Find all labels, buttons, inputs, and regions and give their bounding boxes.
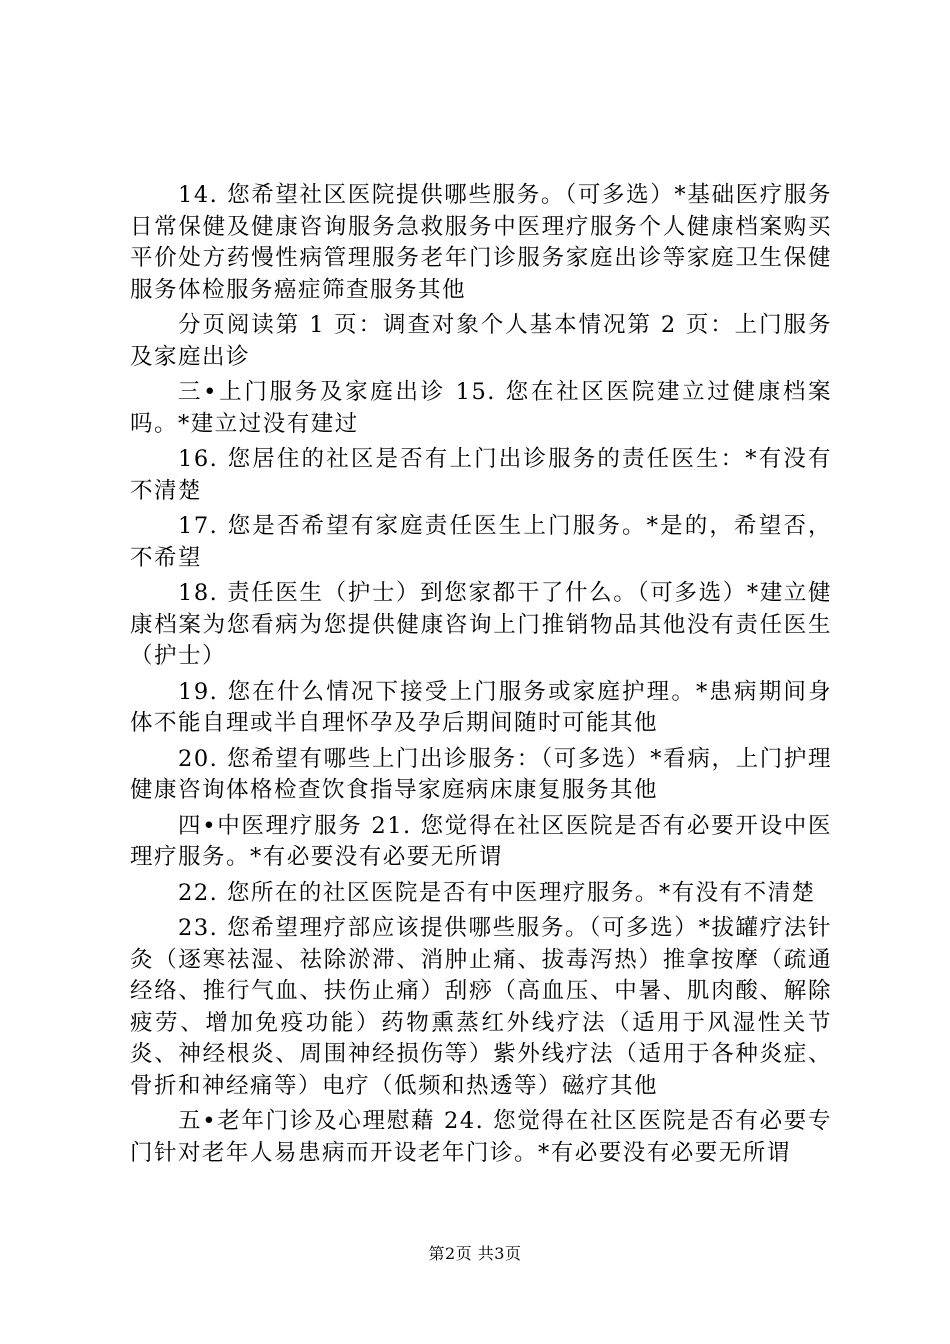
paragraph-pagination-note: 分页阅读第 1 页：调查对象个人基本情况第 2 页：上门服务及家庭出诊 [130,312,832,370]
paragraph-q18: 18. 责任医生（护士）到您家都干了什么。（可多选）*建立健康档案为您看病为您提供健康咨询上门推销物品其他没有责任医生（护士） [130,580,832,669]
document-body [130,180,832,1169]
page-footer: 第2页 共3页 [428,1244,522,1263]
paragraph-q20: 20. 您希望有哪些上门出诊服务：（可多选）*看病，上门护理健康咨询体格检查饮食指导家庭病床康复服务其他 [130,745,832,803]
paragraph-section-3-q15: 三•上门服务及家庭出诊 15. 您在社区医院建立过健康档案吗。*建立过没有建过 [130,379,832,437]
paragraph-q16: 16. 您居住的社区是否有上门出诊服务的责任医生：*有没有不清楚 [130,446,832,504]
paragraph-q23: 23. 您希望理疗部应该提供哪些服务。（可多选）*拔罐疗法针灸（逐寒祛湿、祛除淤滞、消肿止痛、拔毒泻热）推拿按摩（疏通经络、推行气血、扶伤止痛）刮痧（高血压、中暑、肌肉酸、解除疲劳、增加免疫功能）药物熏蒸红外线疗法（适用于风湿性关节炎、神经根炎、周围神经损伤等）紫外线疗法（适用于各种炎症、骨折和神经痛等）电疗（低频和热透等）磁疗其他 [130,915,832,1099]
paragraph-q14: 14. 您希望社区医院提供哪些服务。（可多选）*基础医疗服务日常保健及健康咨询服务急救服务中医理疗服务个人健康档案购买平价处方药慢性病管理服务老年门诊服务家庭出诊等家庭卫生保健服务体检服务癌症筛查服务其他 [130,182,832,303]
paragraph-q22: 22. 您所在的社区医院是否有中医理疗服务。*有没有不清楚 [178,879,816,906]
paragraph-q17: 17. 您是否希望有家庭责任医生上门服务。*是的，希望否，不希望 [130,513,832,571]
paragraph-q19: 19. 您在什么情况下接受上门服务或家庭护理。*患病期间身体不能自理或半自理怀孕及孕后期间随时可能其他 [130,678,832,736]
paragraph-section-5-q24: 五•老年门诊及心理慰藉 24. 您觉得在社区医院是否有必要专门针对老年人易患病而开设老年门诊。*有必要没有必要无所谓 [130,1108,832,1166]
paragraph-section-4-q21: 四•中医理疗服务 21. 您觉得在社区医院是否有必要开设中医理疗服务。*有必要没有必要无所谓 [130,812,832,870]
